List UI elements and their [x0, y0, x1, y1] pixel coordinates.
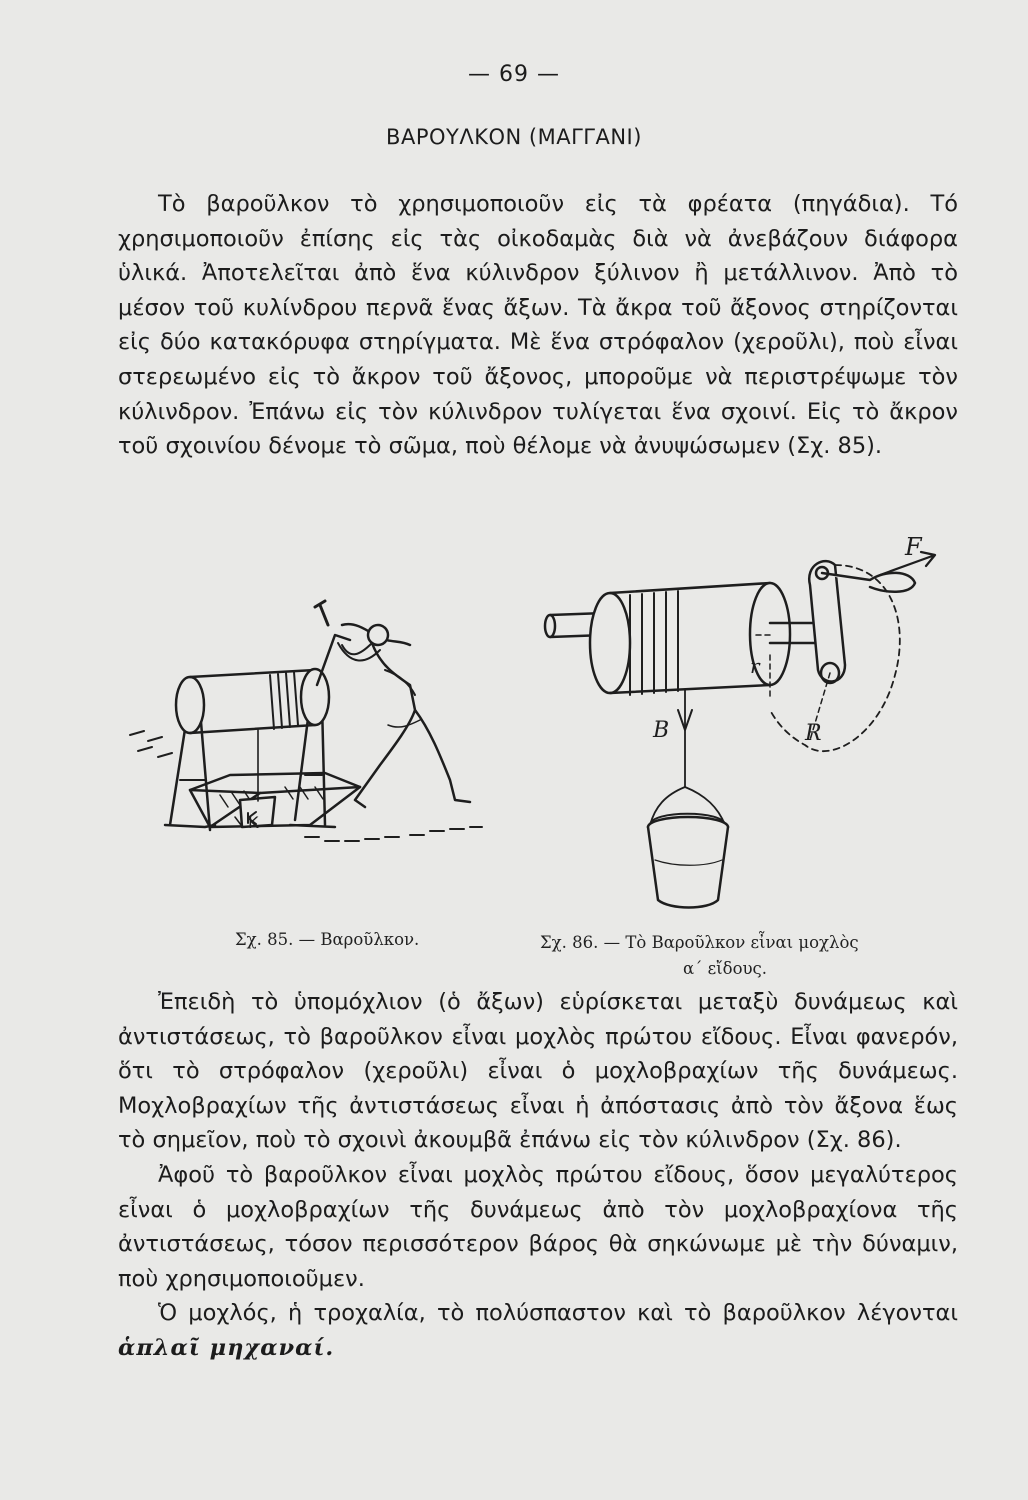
fig86-label-f: F: [905, 533, 922, 561]
figure-86-drawing: [545, 552, 935, 908]
paragraph-advantage: Ἀφοῦ τὸ βαροῦλκον εἶναι μοχλὸς πρώτου εἴδους, ὅσον μεγαλύτερος εἶναι ὁ μοχλοβραχίων τῆς δυνάμεως ἀπὸ τὸν μοχλοβραχίονα τῆς ἀντιστάσεως, τόσον περισσότερον βάρος θὰ σηκώνωμε μὲ τὴν δύναμιν, ποὺ χρησιμοποιοῦμεν.: [118, 1161, 958, 1292]
fig86-label-r-big: R: [805, 721, 822, 746]
fig86-label-b: B: [653, 718, 670, 743]
final-text: Ὁ μοχλός, ἡ τροχαλία, τὸ πολύσπαστον καὶ τὸ βαροῦλκον λέγονται: [158, 1300, 958, 1327]
chapter-title: ΒΑΡΟΥΛΚΟΝ (ΜΑΓΓΑΝΙ): [386, 125, 642, 149]
page-number: — 69 —: [468, 62, 560, 87]
figure-86-caption: [540, 930, 960, 982]
body-text: [118, 985, 958, 1366]
fig85-label-k: K: [248, 813, 259, 832]
figure-86-caption-line1: Σχ. 86. — Τὸ Βαροῦλκον εἶναι μοχλὸς: [540, 933, 859, 952]
figure-85-caption: Σχ. 85. — Βαροῦλκον.: [235, 930, 420, 949]
fig86-label-r-small: r: [750, 654, 760, 678]
figures-area: [110, 525, 970, 925]
intro-paragraph: Τὸ βαροῦλκον τὸ χρησιμοποιοῦν εἰς τὰ φρέατα (πηγάδια). Τό χρησιμοποιοῦν ἐπίσης εἰς τὰς οἰκοδαμὰς διὰ νὰ ἀνεβάζουν διάφορα ὑλικά. Ἀποτελεῖται ἀπὸ ἕνα κύλινδρον ξύλινον ἢ μετάλλινον. Ἀπὸ τὸ μέσον τοῦ κυλίνδρου περνᾶ ἕνας ἄξων. Τὰ ἄκρα τοῦ ἄξονος στηρίζονται εἰς δύο κατακόρυφα στηρίγματα. Μὲ ἕνα στρόφαλον (χεροῦλι), ποὺ εἶναι στερεωμένο εἰς τὸ ἄκρον τοῦ ἄξονος, μποροῦμε νὰ περιστρέψωμε τὸν κύλινδρον. Ἐπάνω εἰς τὸν κύλινδρον τυλίγεται ἕνα σχοινί. Εἰς τὸ ἄκρον τοῦ σχοινίου δένομε τὸ σῶμα, ποὺ θέλομε νὰ ἀνυψώσωμεν (Σχ. 85).: [118, 191, 958, 460]
figure-85-drawing: [130, 601, 482, 841]
intro-text: [118, 187, 958, 464]
illustrations: [110, 525, 970, 925]
paragraph-lever: Ἐπειδὴ τὸ ὑπομόχλιον (ὁ ἄξων) εὑρίσκεται μεταξὺ δυνάμεως καὶ ἀντιστάσεως, τὸ βαροῦλκον εἶναι μοχλὸς πρώτου εἴδους. Εἶναι φανερόν, ὅτι τὸ στρόφαλον (χεροῦλι) εἶναι ὁ μοχλοβραχίων τῆς δυνάμεως. Μοχλοβραχίων τῆς ἀντιστάσεως εἶναι ἡ ἀπόστασις ἀπὸ τὸν ἄξονα ἕως τὸ σημεῖον, ποὺ τὸ σχοινὶ ἀκουμβᾶ ἐπάνω εἰς τὸν κύλινδρον (Σχ. 86).: [118, 989, 958, 1154]
figure-86-caption-line2: α΄ εἴδους.: [683, 959, 768, 978]
emphasis-simple-machines: ἁπλαῖ μηχαναί.: [118, 1334, 335, 1361]
paragraph-simple-machines: [118, 1296, 958, 1365]
